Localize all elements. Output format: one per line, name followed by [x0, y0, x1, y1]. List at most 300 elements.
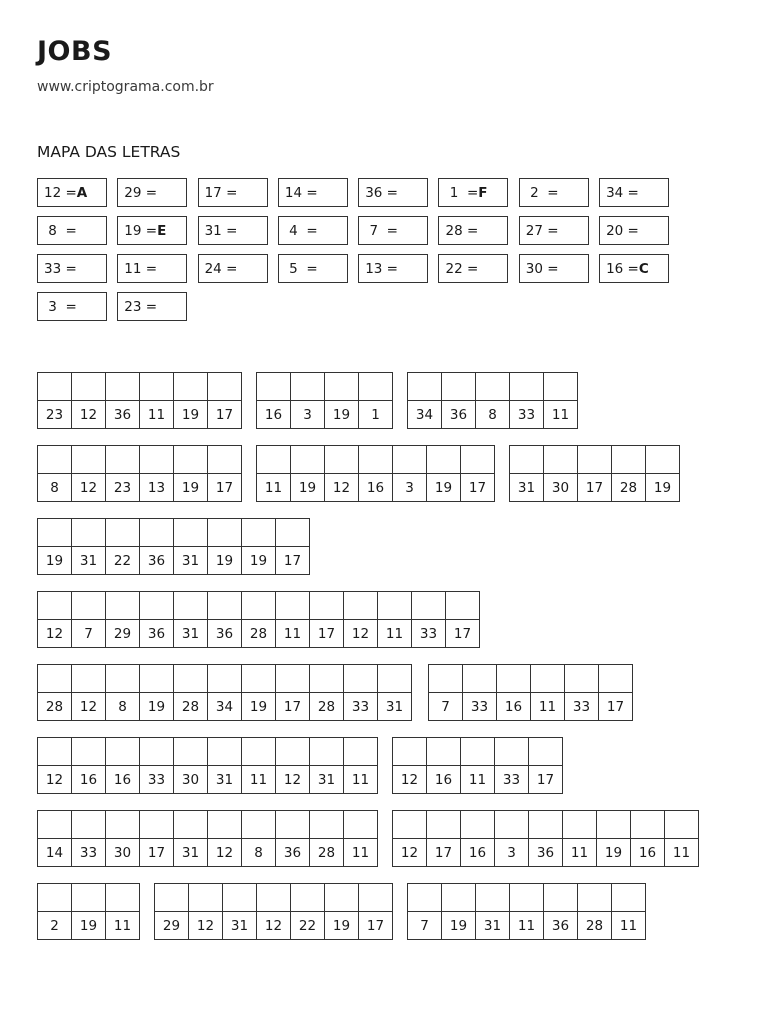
answer-box[interactable]: [242, 592, 275, 620]
letter-map-cell[interactable]: [37, 254, 107, 283]
puzzle-word: [407, 372, 578, 429]
letter-map-cell[interactable]: [117, 178, 187, 207]
puzzle-cell: [242, 665, 276, 721]
cipher-number: 31: [230, 917, 249, 934]
answer-box[interactable]: [531, 665, 564, 693]
answer-box[interactable]: [208, 738, 241, 766]
answer-box[interactable]: [106, 373, 139, 401]
answer-box[interactable]: [72, 811, 105, 839]
letter-map-code: 20 =: [606, 222, 639, 239]
answer-box[interactable]: [446, 592, 479, 620]
answer-box[interactable]: [344, 665, 377, 693]
answer-box[interactable]: [310, 811, 343, 839]
answer-box[interactable]: [597, 811, 630, 839]
cipher-number: 16: [468, 844, 487, 861]
answer-box[interactable]: [408, 884, 441, 912]
cipher-number: 17: [536, 771, 555, 788]
puzzle-cell: [242, 811, 276, 867]
answer-box[interactable]: [612, 884, 645, 912]
cipher-number: 16: [434, 771, 453, 788]
cipher-number: 12: [332, 479, 351, 496]
cipher-number: 11: [468, 771, 487, 788]
answer-box[interactable]: [140, 665, 173, 693]
answer-box[interactable]: [38, 446, 71, 474]
letter-map-cell[interactable]: [599, 216, 669, 245]
answer-box[interactable]: [378, 592, 411, 620]
answer-box[interactable]: [174, 519, 207, 547]
puzzle-cell: [276, 592, 310, 648]
letter-map-code: 1 =: [445, 184, 479, 201]
letter-map-cell[interactable]: [278, 216, 348, 245]
letter-map-code: 36 =: [365, 184, 398, 201]
puzzle-cell: [578, 446, 612, 502]
answer-box[interactable]: [612, 446, 645, 474]
cipher-number: 31: [517, 479, 536, 496]
answer-box[interactable]: [578, 884, 611, 912]
puzzle-cell: [325, 373, 359, 429]
letter-map-cell[interactable]: [198, 216, 268, 245]
answer-box[interactable]: [38, 519, 71, 547]
puzzle-word: [37, 372, 242, 429]
letter-map-cell[interactable]: [438, 216, 508, 245]
answer-box[interactable]: [344, 738, 377, 766]
answer-box[interactable]: [257, 884, 290, 912]
cipher-number: 12: [79, 698, 98, 715]
answer-box[interactable]: [72, 373, 105, 401]
answer-box[interactable]: [344, 811, 377, 839]
cipher-number: 31: [79, 552, 98, 569]
answer-box[interactable]: [174, 373, 207, 401]
answer-box[interactable]: [174, 811, 207, 839]
answer-box[interactable]: [393, 811, 426, 839]
cipher-number: 17: [453, 625, 472, 642]
answer-box[interactable]: [393, 446, 426, 474]
answer-box[interactable]: [310, 592, 343, 620]
answer-box[interactable]: [291, 884, 324, 912]
answer-box[interactable]: [257, 373, 290, 401]
answer-box[interactable]: [461, 811, 494, 839]
cipher-number: 2: [50, 917, 59, 934]
site-url: www.criptograma.com.br: [37, 79, 214, 95]
answer-box[interactable]: [276, 592, 309, 620]
cipher-number: 12: [283, 771, 302, 788]
puzzle-cell: [544, 373, 578, 429]
cipher-number: 12: [45, 625, 64, 642]
answer-box[interactable]: [72, 446, 105, 474]
answer-box[interactable]: [106, 665, 139, 693]
answer-box[interactable]: [599, 665, 632, 693]
letter-map-cell[interactable]: [198, 254, 268, 283]
answer-box[interactable]: [208, 446, 241, 474]
answer-box[interactable]: [38, 665, 71, 693]
cipher-number: 34: [415, 406, 434, 423]
puzzle-row: [37, 810, 699, 867]
letter-map-code: 12 =: [44, 184, 77, 201]
answer-box[interactable]: [242, 811, 275, 839]
letter-map-cell[interactable]: [37, 292, 107, 321]
cipher-number: 28: [181, 698, 200, 715]
answer-box[interactable]: [476, 373, 509, 401]
answer-box[interactable]: [38, 592, 71, 620]
answer-box[interactable]: [461, 738, 494, 766]
answer-box[interactable]: [291, 446, 324, 474]
puzzle-cell: [72, 811, 106, 867]
cipher-number: 19: [604, 844, 623, 861]
answer-box[interactable]: [495, 738, 528, 766]
cipher-number: 19: [298, 479, 317, 496]
answer-box[interactable]: [378, 665, 411, 693]
answer-box[interactable]: [359, 446, 392, 474]
puzzle-cell: [476, 373, 510, 429]
answer-box[interactable]: [276, 811, 309, 839]
cipher-number: 23: [113, 479, 132, 496]
letter-map-cell[interactable]: [358, 254, 428, 283]
puzzle-cell: [208, 665, 242, 721]
puzzle-row: [37, 591, 480, 648]
answer-box[interactable]: [427, 446, 460, 474]
answer-box[interactable]: [310, 738, 343, 766]
answer-box[interactable]: [442, 373, 475, 401]
answer-box[interactable]: [242, 665, 275, 693]
cipher-number: 19: [434, 479, 453, 496]
puzzle-cell: [72, 884, 106, 940]
cipher-number: 12: [400, 844, 419, 861]
answer-box[interactable]: [257, 446, 290, 474]
answer-box[interactable]: [72, 884, 105, 912]
puzzle-cell: [208, 373, 242, 429]
answer-box[interactable]: [38, 811, 71, 839]
puzzle-cell: [563, 811, 597, 867]
letter-map-letter: E: [157, 222, 167, 239]
cipher-number: 19: [249, 552, 268, 569]
letter-map-cell[interactable]: [519, 178, 589, 207]
letter-map-code: 30 =: [525, 260, 559, 277]
cipher-number: 36: [449, 406, 468, 423]
puzzle-cell: [344, 592, 378, 648]
answer-box[interactable]: [578, 446, 611, 474]
letter-map-cell[interactable]: [278, 178, 348, 207]
puzzle-row: [37, 372, 578, 429]
cipher-number: 12: [215, 844, 234, 861]
answer-box[interactable]: [242, 519, 275, 547]
answer-box[interactable]: [325, 373, 358, 401]
letter-map-cell[interactable]: [599, 178, 669, 207]
answer-box[interactable]: [510, 446, 543, 474]
puzzle-cell: [359, 884, 393, 940]
puzzle-cell: [106, 665, 140, 721]
cipher-number: 17: [606, 698, 625, 715]
cipher-number: 33: [502, 771, 521, 788]
answer-box[interactable]: [408, 373, 441, 401]
answer-box[interactable]: [476, 884, 509, 912]
puzzle-cell: [442, 373, 476, 429]
answer-box[interactable]: [72, 519, 105, 547]
puzzle-cell: [427, 738, 461, 794]
answer-box[interactable]: [544, 884, 577, 912]
cipher-number: 16: [638, 844, 657, 861]
cipher-number: 19: [181, 406, 200, 423]
answer-box[interactable]: [646, 446, 679, 474]
cipher-number: 29: [113, 625, 132, 642]
puzzle-cell: [174, 519, 208, 575]
puzzle-word: [256, 445, 495, 502]
puzzle-cell: [242, 519, 276, 575]
answer-box[interactable]: [544, 373, 577, 401]
answer-box[interactable]: [140, 446, 173, 474]
puzzle-cell: [38, 811, 72, 867]
puzzle-cell: [257, 884, 291, 940]
cipher-number: 7: [441, 698, 450, 715]
puzzle-cell: [223, 884, 257, 940]
cipher-number: 11: [351, 771, 370, 788]
puzzle-cell: [325, 884, 359, 940]
answer-box[interactable]: [38, 738, 71, 766]
cipher-number: 19: [215, 552, 234, 569]
letter-map-cell[interactable]: [117, 292, 187, 321]
letter-map-cell[interactable]: [438, 254, 508, 283]
cipher-number: 31: [317, 771, 336, 788]
answer-box[interactable]: [106, 446, 139, 474]
answer-box[interactable]: [359, 884, 392, 912]
answer-box[interactable]: [310, 665, 343, 693]
answer-box[interactable]: [529, 738, 562, 766]
puzzle-cell: [106, 446, 140, 502]
puzzle-cell: [174, 592, 208, 648]
answer-box[interactable]: [106, 592, 139, 620]
letter-map-cell[interactable]: [278, 254, 348, 283]
answer-box[interactable]: [393, 738, 426, 766]
answer-box[interactable]: [38, 884, 71, 912]
letter-map-cell[interactable]: [37, 178, 107, 207]
letter-map-cell[interactable]: [519, 254, 589, 283]
cipher-number: 28: [585, 917, 604, 934]
cipher-number: 13: [147, 479, 166, 496]
cipher-number: 11: [249, 771, 268, 788]
puzzle-cell: [646, 446, 680, 502]
letter-map-cell[interactable]: [117, 216, 187, 245]
answer-box[interactable]: [427, 738, 460, 766]
cipher-number: 11: [570, 844, 589, 861]
answer-box[interactable]: [463, 665, 496, 693]
puzzle-cell: [106, 738, 140, 794]
puzzle-word: [37, 518, 310, 575]
cipher-number: 29: [162, 917, 181, 934]
answer-box[interactable]: [563, 811, 596, 839]
puzzle-cell: [174, 373, 208, 429]
answer-box[interactable]: [344, 592, 377, 620]
answer-box[interactable]: [510, 373, 543, 401]
cipher-number: 28: [317, 698, 336, 715]
puzzle-cell: [599, 665, 633, 721]
letter-map-cell[interactable]: [117, 254, 187, 283]
cipher-number: 12: [264, 917, 283, 934]
answer-box[interactable]: [427, 811, 460, 839]
answer-box[interactable]: [461, 446, 494, 474]
letter-map-code: 34 =: [606, 184, 639, 201]
letter-map-cell[interactable]: [198, 178, 268, 207]
cipher-number: 36: [147, 625, 166, 642]
cipher-number: 33: [79, 844, 98, 861]
puzzle-word: [428, 664, 633, 721]
answer-box[interactable]: [106, 738, 139, 766]
cipher-number: 31: [181, 625, 200, 642]
letter-map-code: 23 =: [124, 298, 158, 315]
cipher-number: 14: [45, 844, 64, 861]
cipher-number: 19: [653, 479, 672, 496]
answer-box[interactable]: [529, 811, 562, 839]
answer-box[interactable]: [325, 884, 358, 912]
puzzle-cell: [140, 446, 174, 502]
answer-box[interactable]: [291, 373, 324, 401]
cipher-number: 8: [50, 479, 59, 496]
answer-box[interactable]: [276, 519, 309, 547]
letter-map-cell[interactable]: [599, 254, 669, 283]
answer-box[interactable]: [106, 811, 139, 839]
answer-box[interactable]: [510, 884, 543, 912]
cipher-number: 7: [84, 625, 93, 642]
letter-map-cell[interactable]: [37, 216, 107, 245]
answer-box[interactable]: [140, 811, 173, 839]
answer-box[interactable]: [565, 665, 598, 693]
puzzle-cell: [310, 811, 344, 867]
cipher-number: 36: [536, 844, 555, 861]
puzzle-word: [37, 810, 378, 867]
cipher-number: 17: [283, 698, 302, 715]
answer-box[interactable]: [72, 738, 105, 766]
answer-box[interactable]: [208, 519, 241, 547]
answer-box[interactable]: [155, 884, 188, 912]
letter-map-cell[interactable]: [438, 178, 508, 207]
puzzle-cell: [495, 811, 529, 867]
letter-map-cell[interactable]: [519, 216, 589, 245]
cipher-number: 28: [45, 698, 64, 715]
cipher-number: 12: [79, 406, 98, 423]
cipher-number: 16: [264, 406, 283, 423]
cipher-number: 17: [215, 479, 234, 496]
cipher-number: 3: [405, 479, 414, 496]
puzzle-row: [37, 518, 310, 575]
letter-map-code: 27 =: [525, 222, 559, 239]
puzzle-cell: [427, 446, 461, 502]
answer-box[interactable]: [140, 738, 173, 766]
puzzle-cell: [393, 446, 427, 502]
puzzle-word: [37, 737, 378, 794]
answer-box[interactable]: [665, 811, 698, 839]
answer-box[interactable]: [106, 519, 139, 547]
puzzle-word: [154, 883, 393, 940]
letter-map-code: 24 =: [204, 260, 238, 277]
puzzle-cell: [510, 884, 544, 940]
answer-box[interactable]: [72, 592, 105, 620]
answer-box[interactable]: [174, 665, 207, 693]
answer-box[interactable]: [325, 446, 358, 474]
puzzle-cell: [665, 811, 699, 867]
puzzle-cell: [429, 665, 463, 721]
answer-box[interactable]: [442, 884, 475, 912]
cipher-number: 28: [317, 844, 336, 861]
letter-map-code: 14 =: [284, 184, 318, 201]
answer-box[interactable]: [497, 665, 530, 693]
cipher-number: 36: [215, 625, 234, 642]
answer-box[interactable]: [276, 665, 309, 693]
puzzle-cell: [578, 884, 612, 940]
puzzle-cell: [461, 446, 495, 502]
answer-box[interactable]: [189, 884, 222, 912]
cipher-number: 11: [672, 844, 691, 861]
puzzle-cell: [378, 665, 412, 721]
puzzle-cell: [72, 592, 106, 648]
puzzle-cell: [412, 592, 446, 648]
answer-box[interactable]: [208, 373, 241, 401]
answer-box[interactable]: [72, 665, 105, 693]
puzzle-cell: [276, 811, 310, 867]
answer-box[interactable]: [223, 884, 256, 912]
puzzle-cell: [106, 884, 140, 940]
puzzle-cell: [174, 811, 208, 867]
answer-box[interactable]: [140, 519, 173, 547]
puzzle-cell: [106, 592, 140, 648]
answer-box[interactable]: [174, 592, 207, 620]
cipher-number: 19: [147, 698, 166, 715]
puzzle-cell: [427, 811, 461, 867]
cipher-number: 28: [619, 479, 638, 496]
puzzle-word: [256, 372, 393, 429]
puzzle-cell: [242, 738, 276, 794]
puzzle-cell: [38, 884, 72, 940]
cipher-number: 17: [434, 844, 453, 861]
answer-box[interactable]: [412, 592, 445, 620]
puzzle-word: [407, 883, 646, 940]
answer-box[interactable]: [174, 738, 207, 766]
answer-box[interactable]: [208, 592, 241, 620]
page-title: JOBS: [37, 36, 113, 67]
letter-map-code: 4 =: [284, 222, 318, 239]
cipher-number: 34: [215, 698, 234, 715]
cipher-number: 19: [45, 552, 64, 569]
cipher-number: 17: [147, 844, 166, 861]
answer-box[interactable]: [544, 446, 577, 474]
answer-box[interactable]: [140, 373, 173, 401]
puzzle-cell: [497, 665, 531, 721]
answer-box[interactable]: [140, 592, 173, 620]
answer-box[interactable]: [276, 738, 309, 766]
answer-box[interactable]: [38, 373, 71, 401]
puzzle-cell: [174, 665, 208, 721]
puzzle-cell: [291, 884, 325, 940]
puzzle-word: [392, 810, 699, 867]
puzzle-word: [37, 883, 140, 940]
answer-box[interactable]: [631, 811, 664, 839]
puzzle-word: [37, 445, 242, 502]
puzzle-cell: [208, 446, 242, 502]
puzzle-cell: [38, 446, 72, 502]
answer-box[interactable]: [242, 738, 275, 766]
cipher-number: 17: [215, 406, 234, 423]
puzzle-cell: [38, 592, 72, 648]
answer-box[interactable]: [495, 811, 528, 839]
letter-map-cell[interactable]: [358, 178, 428, 207]
answer-box[interactable]: [208, 665, 241, 693]
cipher-number: 7: [420, 917, 429, 934]
answer-box[interactable]: [174, 446, 207, 474]
answer-box[interactable]: [106, 884, 139, 912]
letter-map-cell[interactable]: [358, 216, 428, 245]
answer-box[interactable]: [359, 373, 392, 401]
puzzle-word: [509, 445, 680, 502]
answer-box[interactable]: [429, 665, 462, 693]
letter-map-letter: A: [76, 184, 88, 201]
answer-box[interactable]: [208, 811, 241, 839]
